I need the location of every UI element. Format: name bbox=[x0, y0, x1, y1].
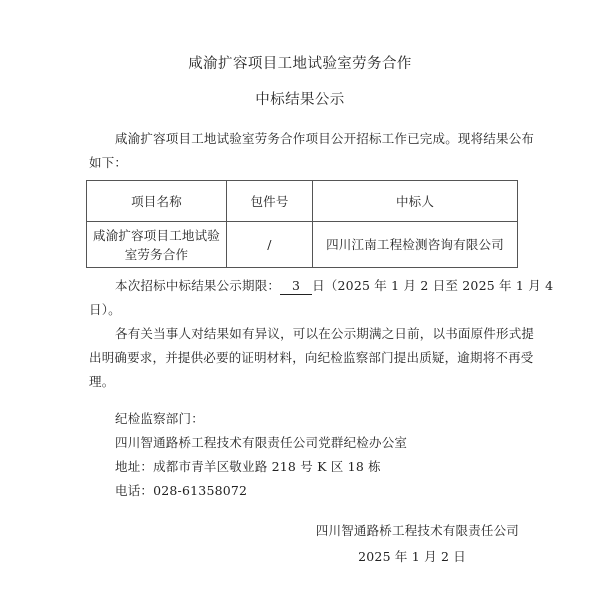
signature-date: 2025 年 1 月 2 日 bbox=[358, 549, 466, 564]
table-row bbox=[87, 222, 518, 268]
contact-address: 地址：成都市青羊区敬业路 218 号 K 区 18 栋 bbox=[115, 459, 381, 474]
contact-dept-label: 纪检监察部门： bbox=[115, 411, 204, 426]
cell-winner: 四川江南工程检测咨询有限公司 bbox=[313, 222, 518, 268]
signature-company: 四川智通路桥工程技术有限责任公司 bbox=[315, 523, 519, 538]
objection-line-3: 理。 bbox=[89, 374, 115, 389]
header-winner: 中标人 bbox=[313, 181, 518, 222]
period-prefix: 本次招标中标结果公示期限： bbox=[115, 278, 281, 293]
header-package-number: 包件号 bbox=[227, 181, 313, 222]
period-suffix: 日（2025 年 1 月 2 日至 2025 年 1 月 4 bbox=[312, 278, 554, 293]
project-name-line-1: 咸渝扩容项目工地试验 bbox=[93, 227, 221, 243]
objection-line-1: 各有关当事人对结果如有异议，可以在公示期满之日前，以书面原件形式提 bbox=[115, 326, 535, 341]
table-header-row bbox=[87, 181, 518, 222]
project-name-line-2: 室劳务合作 bbox=[124, 246, 189, 262]
intro-line-1: 咸渝扩容项目工地试验室劳务合作项目公开招标工作已完成。现将结果公布 bbox=[115, 131, 535, 146]
period-line-2: 日）。 bbox=[89, 302, 121, 317]
period-days: 3 bbox=[280, 278, 312, 295]
cell-package-number: / bbox=[227, 222, 313, 268]
result-table bbox=[86, 180, 518, 268]
document-title: 咸渝扩容项目工地试验室劳务合作 bbox=[188, 56, 412, 72]
contact-phone: 电话：028-61358072 bbox=[115, 483, 248, 498]
contact-office: 四川智通路桥工程技术有限责任公司党群纪检办公室 bbox=[115, 435, 408, 450]
cell-project-name bbox=[87, 222, 227, 268]
header-project-name: 项目名称 bbox=[87, 181, 227, 222]
objection-line-2: 出明确要求，并提供必要的证明材料，向纪检监察部门提出质疑，逾期将不再受 bbox=[89, 350, 534, 365]
intro-line-2: 如下： bbox=[89, 155, 128, 170]
period-line-1 bbox=[115, 274, 553, 298]
document-subtitle: 中标结果公示 bbox=[255, 92, 345, 108]
